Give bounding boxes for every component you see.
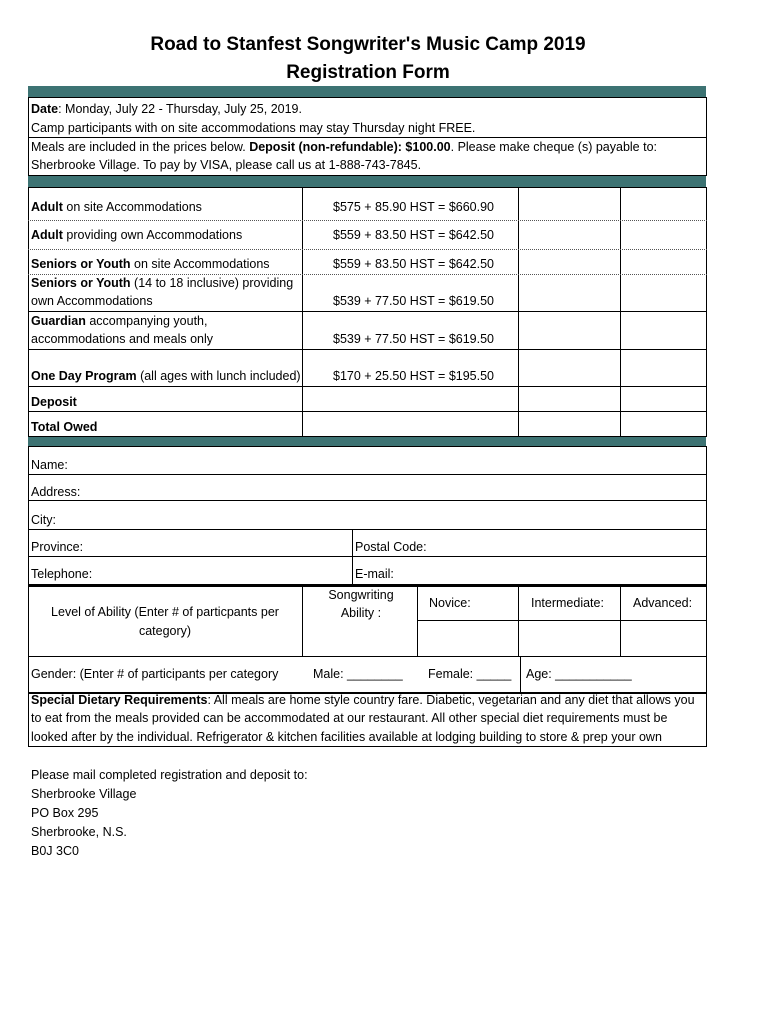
section-divider-bar [28, 437, 706, 446]
novice-field[interactable]: Novice: [429, 596, 471, 610]
advanced-field[interactable]: Advanced: [633, 596, 693, 610]
price-row-label-cont: accommodations and meals only [31, 332, 214, 346]
ability-label: Level of Ability (Enter # of particpants per category) [51, 605, 279, 638]
telephone-field[interactable]: Telephone: [31, 567, 93, 581]
price-row-value: $559 + 83.50 HST = $642.50 [333, 257, 495, 271]
info-divider [28, 137, 707, 138]
col-divider [518, 586, 519, 656]
male-field[interactable]: Male: ________ [313, 667, 403, 681]
table-col-divider [620, 187, 621, 437]
dietary-line-1: Special Dietary Requirements: All meals are home style country fare. Diabetic, vegetarian and any diet that allows you [31, 693, 695, 707]
postal-code-field[interactable]: Postal Code: [355, 540, 427, 554]
price-row-value: $575 + 85.90 HST = $660.90 [333, 200, 495, 214]
price-row-label: Adult on site Accommodations [31, 200, 202, 214]
female-field[interactable]: Female: _____ [428, 667, 512, 681]
row-divider [417, 620, 707, 621]
row-divider [28, 249, 707, 250]
col-divider [352, 529, 353, 586]
dietary-line-3: looked after by the individual. Refrigerator & kitchen facilities available at lodging building to store & prep your own [31, 730, 662, 744]
price-row-label: Seniors or Youth on site Accommodations [31, 257, 270, 271]
name-field[interactable]: Name: [31, 458, 68, 472]
table-col-divider [518, 187, 519, 437]
price-row-label: Adult providing own Accommodations [31, 228, 243, 242]
row-divider [28, 411, 707, 412]
info-line-3: Meals are included in the prices below. Deposit (non-refundable): $100.00. Please make cheque (s) payable to: [31, 140, 657, 154]
province-field[interactable]: Province: [31, 540, 84, 554]
info-line-4: Sherbrooke Village. To pay by VISA, please call us at 1-888-743-7845. [31, 158, 422, 172]
mailing-line: PO Box 295 [31, 806, 99, 820]
contact-section [28, 446, 707, 586]
row-divider [28, 311, 707, 312]
row-divider [28, 474, 707, 475]
mailing-line: B0J 3C0 [31, 844, 79, 858]
songwriting-ability-label: Songwriting Ability : [328, 588, 394, 620]
row-divider [28, 349, 707, 350]
price-row-label: Guardian accompanying youth, [31, 314, 208, 328]
info-line-2: Camp participants with on site accommodations may stay Thursday night FREE. [31, 121, 476, 135]
row-divider [28, 386, 707, 387]
page-subtitle: Registration Form [286, 62, 450, 83]
mailing-line: Sherbrooke, N.S. [31, 825, 127, 839]
row-divider [28, 274, 707, 275]
email-field[interactable]: E-mail: [355, 567, 394, 581]
price-row-value: $559 + 83.50 HST = $642.50 [333, 228, 495, 242]
row-divider [28, 220, 707, 221]
address-field[interactable]: Address: [31, 485, 81, 499]
price-row-label: Seniors or Youth (14 to 18 inclusive) providing [31, 276, 294, 290]
dietary-line-2: to eat from the meals provided can be accommodated at our restaurant. All other special diet requirements must be [31, 711, 668, 725]
intermediate-field[interactable]: Intermediate: [531, 596, 604, 610]
col-divider [520, 656, 521, 694]
section-divider-bar [28, 86, 706, 97]
age-field[interactable]: Age: ___________ [526, 667, 632, 681]
mailing-instructions: Please mail completed registration and deposit to: [31, 768, 308, 782]
price-row-label-cont: own Accommodations [31, 294, 153, 308]
table-col-divider [302, 187, 303, 437]
row-divider [28, 500, 707, 501]
price-row-value: $170 + 25.50 HST = $195.50 [333, 369, 495, 383]
deposit-label: Deposit [31, 395, 77, 409]
row-divider [28, 529, 707, 530]
date-line: Date: Monday, July 22 - Thursday, July 25, 2019. [31, 102, 302, 116]
price-row-label: One Day Program (all ages with lunch included) [31, 369, 301, 383]
col-divider [302, 586, 303, 656]
price-row-value: $539 + 77.50 HST = $619.50 [333, 294, 495, 308]
col-divider [417, 586, 418, 656]
row-divider [28, 556, 707, 557]
col-divider [620, 586, 621, 656]
pricing-table [28, 187, 707, 437]
mailing-line: Sherbrooke Village [31, 787, 137, 801]
section-divider-bar [28, 176, 706, 187]
page-title: Road to Stanfest Songwriter's Music Camp 2019 [150, 34, 586, 55]
price-row-value: $539 + 77.50 HST = $619.50 [333, 332, 495, 346]
row-divider [28, 656, 707, 657]
total-owed-label: Total Owed [31, 420, 98, 434]
gender-label: Gender: (Enter # of participants per category [31, 667, 279, 681]
city-field[interactable]: City: [31, 513, 56, 527]
